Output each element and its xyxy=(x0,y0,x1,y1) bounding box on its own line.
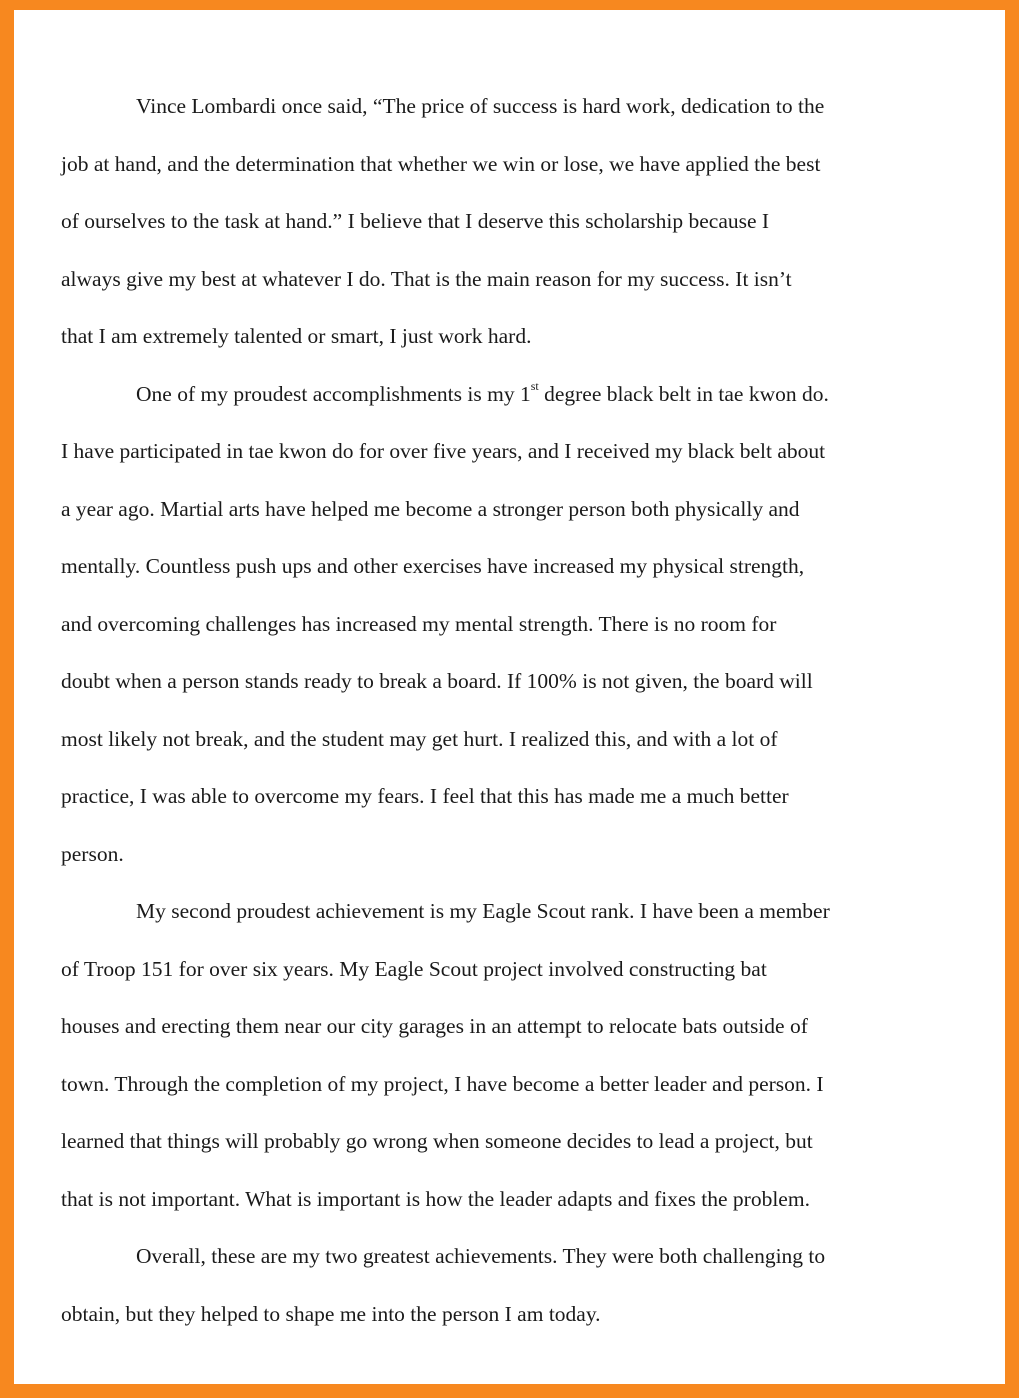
text-line: I have participated in tae kwon do for over five years, and I received my black belt about xyxy=(61,439,826,463)
text-line: learned that things will probably go wrong when someone decides to lead a project, but xyxy=(61,1129,813,1153)
text-line: of Troop 151 for over six years. My Eagle Scout project involved constructing bat xyxy=(61,956,767,981)
text-line: that is not important. What is important is how the leader adapts and fixes the problem. xyxy=(61,1186,810,1211)
text-line: obtain, but they helped to shape me into the person I am today. xyxy=(61,1301,601,1326)
ordinal-superscript: st xyxy=(530,379,539,394)
text-line: most likely not break, and the student may get hurt. I realized this, and with a lot of xyxy=(61,726,778,751)
text-line: of ourselves to the task at hand.” I believe that I deserve this scholarship because I xyxy=(61,209,770,233)
paragraph-3 xyxy=(61,883,961,1228)
text-line: person. xyxy=(61,841,124,866)
text-line xyxy=(61,366,961,424)
text-line: Overall, these are my two greatest achievements. They were both challenging to xyxy=(136,1244,826,1268)
paragraph-2 xyxy=(61,366,961,884)
text-line: Vince Lombardi once said, “The price of success is hard work, dedication to the xyxy=(136,94,825,118)
text-line: town. Through the completion of my project, I have become a better leader and person. I xyxy=(61,1071,824,1096)
paragraph-4 xyxy=(61,1228,961,1343)
text-line: that I am extremely talented or smart, I just work hard. xyxy=(61,324,532,348)
text-line: doubt when a person stands ready to break a board. If 100% is not given, the board will xyxy=(61,669,813,693)
paragraph-1 xyxy=(61,78,961,366)
text-line: job at hand, and the determination that whether we win or lose, we have applied the best xyxy=(61,151,821,176)
text-line: practice, I was able to overcome my fears. I feel that this has made me a much better xyxy=(61,784,789,808)
essay-body xyxy=(61,78,961,1343)
text-fragment: One of my proudest accomplishments is my 1 xyxy=(136,381,531,406)
text-line: My second proudest achievement is my Eagle Scout rank. I have been a member xyxy=(136,899,830,923)
text-line: mentally. Countless push ups and other exercises have increased my physical strength, xyxy=(61,554,805,578)
text-fragment: degree black belt in tae kwon do. xyxy=(538,381,829,406)
text-line: a year ago. Martial arts have helped me become a stronger person both physically and xyxy=(61,496,800,521)
text-line: and overcoming challenges has increased my mental strength. There is no room for xyxy=(61,611,777,636)
text-line: houses and erecting them near our city garages in an attempt to relocate bats outside of xyxy=(61,1014,808,1038)
text-line: always give my best at whatever I do. That is the main reason for my success. It isn’t xyxy=(61,266,792,291)
